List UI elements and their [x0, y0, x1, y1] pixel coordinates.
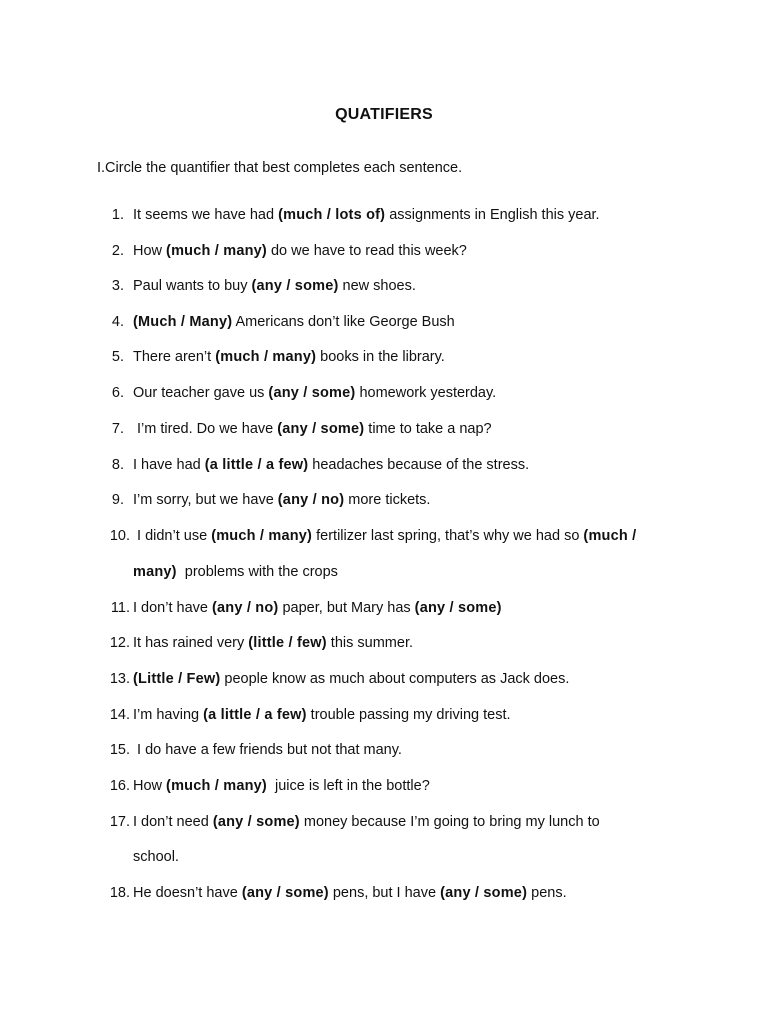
question-number: 17.: [109, 814, 130, 830]
question-text: [133, 383, 496, 403]
sentence-fragment: this summer.: [326, 635, 413, 651]
sentence-fragment: I’m having: [133, 707, 204, 723]
question-number: 3.: [111, 278, 124, 294]
question-text: [133, 776, 430, 796]
sentence-fragment: He doesn’t have: [133, 885, 242, 901]
question-text: [133, 347, 445, 367]
page-title: QUATIFIERS: [335, 106, 433, 123]
question-number: 15.: [109, 742, 130, 758]
sentence-fragment: money because I’m going to bring my lunch to: [299, 814, 600, 830]
sentence-fragment: do we have to read this week?: [266, 243, 467, 259]
sentence-fragment: I have had: [133, 457, 205, 473]
question-number: 18.: [109, 885, 130, 901]
quantifier-choice[interactable]: (any / some): [268, 385, 356, 401]
sentence-fragment: paper, but Mary has: [278, 600, 415, 616]
question-number: 13.: [109, 671, 130, 687]
question-number: 10.: [109, 528, 130, 544]
sentence-fragment: Americans don’t like George Bush: [232, 314, 455, 330]
question-number: 5.: [111, 349, 124, 365]
question-text: [133, 883, 567, 903]
sentence-fragment: There aren’t: [133, 349, 216, 365]
sentence-fragment: juice is left in the bottle?: [266, 778, 430, 794]
question-number: 14.: [109, 707, 130, 723]
question-text: [133, 705, 511, 725]
question-text: [133, 847, 179, 867]
question-text: [133, 312, 455, 332]
sentence-fragment: I’m sorry, but we have: [133, 492, 278, 508]
sentence-fragment: fertilizer last spring, that’s why we had so: [312, 528, 584, 544]
sentence-fragment: problems with the crops: [176, 564, 338, 580]
question-text: [133, 740, 402, 760]
question-text: [133, 276, 416, 296]
question-number: 6.: [111, 385, 124, 401]
quantifier-choice[interactable]: (much / lots of): [278, 207, 386, 223]
sentence-fragment: headaches because of the stress.: [308, 457, 530, 473]
sentence-fragment: How: [133, 243, 167, 259]
question-text: [133, 526, 636, 546]
quantifier-choice[interactable]: (much /: [583, 528, 637, 544]
question-number: 7.: [111, 421, 124, 437]
quantifier-choice[interactable]: (any / some): [251, 278, 339, 294]
quantifier-choice[interactable]: (Little / Few): [133, 671, 221, 687]
sentence-fragment: It seems we have had: [133, 207, 279, 223]
question-number: 11.: [110, 600, 130, 616]
question-number: 12.: [109, 635, 130, 651]
quantifier-choice[interactable]: (any / no): [212, 600, 279, 616]
sentence-fragment: people know as much about computers as Jack does.: [220, 671, 570, 687]
question-number: 1.: [111, 207, 124, 223]
quantifier-choice[interactable]: (little / few): [248, 635, 327, 651]
quantifier-choice[interactable]: (any / no): [277, 492, 345, 508]
quantifier-choice[interactable]: many): [133, 564, 177, 580]
quantifier-choice[interactable]: (any / some): [212, 814, 300, 830]
question-text: [133, 205, 600, 225]
sentence-fragment: I’m tired. Do we have: [133, 421, 278, 437]
quantifier-choice[interactable]: (a little / a few): [204, 457, 309, 473]
question-number: 8.: [111, 457, 124, 473]
sentence-fragment: Our teacher gave us: [133, 385, 269, 401]
sentence-fragment: new shoes.: [338, 278, 416, 294]
instruction-text: I.Circle the quantifier that best completes each sentence.: [97, 160, 463, 176]
question-text: [133, 241, 467, 261]
sentence-fragment: pens.: [527, 885, 567, 901]
question-number: 2.: [111, 243, 124, 259]
quantifier-choice[interactable]: (any / some): [241, 885, 329, 901]
sentence-fragment: trouble passing my driving test.: [306, 707, 511, 723]
quantifier-choice[interactable]: (Much / Many): [133, 314, 233, 330]
quantifier-choice[interactable]: (any / some): [440, 885, 528, 901]
question-number: 4.: [111, 314, 124, 330]
sentence-fragment: How: [133, 778, 167, 794]
question-text: [133, 419, 492, 439]
quantifier-choice[interactable]: (any / some): [277, 421, 365, 437]
sentence-fragment: I don’t have: [133, 600, 212, 616]
quantifier-choice[interactable]: (much / many): [211, 528, 313, 544]
question-text: [133, 490, 430, 510]
question-number: 9.: [111, 492, 124, 508]
question-number: 16.: [109, 778, 130, 794]
quantifier-choice[interactable]: (much / many): [166, 778, 267, 794]
sentence-fragment: more tickets.: [344, 492, 431, 508]
sentence-fragment: I do have a few friends but not that many.: [133, 742, 402, 758]
question-text: [133, 633, 413, 653]
sentence-fragment: Paul wants to buy: [133, 278, 252, 294]
question-text: [133, 455, 529, 475]
sentence-fragment: homework yesterday.: [355, 385, 497, 401]
sentence-fragment: books in the library.: [316, 349, 445, 365]
sentence-fragment: I didn’t use: [133, 528, 212, 544]
quantifier-choice[interactable]: (a little / a few): [203, 707, 307, 723]
question-text: [133, 562, 338, 582]
quantifier-choice[interactable]: (any / some): [414, 600, 502, 616]
sentence-fragment: It has rained very: [133, 635, 249, 651]
sentence-fragment: time to take a nap?: [364, 421, 492, 437]
sentence-fragment: pens, but I have: [328, 885, 441, 901]
sentence-fragment: school.: [133, 849, 179, 865]
sentence-fragment: I don’t need: [133, 814, 213, 830]
sentence-fragment: assignments in English this year.: [385, 207, 600, 223]
question-text: [133, 812, 600, 832]
question-text: [133, 598, 502, 618]
quantifier-choice[interactable]: (much / many): [215, 349, 317, 365]
quantifier-choice[interactable]: (much / many): [166, 243, 267, 259]
question-text: [133, 669, 569, 689]
